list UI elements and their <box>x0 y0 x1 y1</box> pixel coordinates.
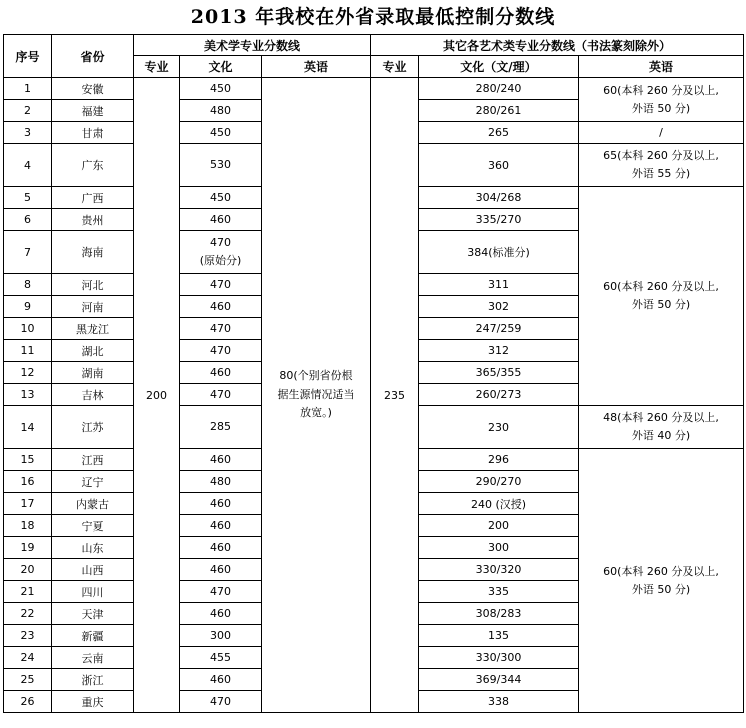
row-province: 重庆 <box>52 691 134 713</box>
row-index: 1 <box>4 78 52 100</box>
row-index: 17 <box>4 493 52 515</box>
row-oa-culture: 304/268 <box>419 187 579 209</box>
fa-english-text: 80(个别省份根据生源情况适当放宽。) <box>277 368 355 420</box>
row-oa-culture: 360 <box>419 144 579 187</box>
fa-english-shared <box>262 78 371 713</box>
header-province: 省份 <box>52 35 134 78</box>
row-province: 江西 <box>52 449 134 471</box>
row-fa-culture: 460 <box>180 669 262 691</box>
row-index: 15 <box>4 449 52 471</box>
row-province: 新疆 <box>52 625 134 647</box>
row-province: 黑龙江 <box>52 318 134 340</box>
row-oa-culture: 240 (汉授) <box>419 493 579 515</box>
row-fa-culture: 530 <box>180 144 262 187</box>
row-oa-culture: 330/320 <box>419 559 579 581</box>
header-fa-culture: 文化 <box>180 56 262 78</box>
row-index: 3 <box>4 122 52 144</box>
row-index: 18 <box>4 515 52 537</box>
row-province: 吉林 <box>52 384 134 406</box>
row-index: 14 <box>4 406 52 449</box>
row-fa-culture: 470 <box>180 340 262 362</box>
oa-english-group: 60(本科 260 分及以上, 外语 50 分) <box>579 449 744 713</box>
row-index: 6 <box>4 209 52 231</box>
header-index: 序号 <box>4 35 52 78</box>
row-oa-culture: 230 <box>419 406 579 449</box>
row-index: 24 <box>4 647 52 669</box>
row-index: 16 <box>4 471 52 493</box>
row-index: 22 <box>4 603 52 625</box>
row-oa-culture: 312 <box>419 340 579 362</box>
row-oa-culture: 335 <box>419 581 579 603</box>
row-province: 辽宁 <box>52 471 134 493</box>
row-oa-culture: 290/270 <box>419 471 579 493</box>
row-oa-culture: 247/259 <box>419 318 579 340</box>
row-index: 26 <box>4 691 52 713</box>
row-fa-culture: 470 (原始分) <box>180 231 262 274</box>
row-province: 广西 <box>52 187 134 209</box>
row-oa-culture: 265 <box>419 122 579 144</box>
row-fa-culture: 470 <box>180 384 262 406</box>
row-province: 海南 <box>52 231 134 274</box>
row-province: 湖南 <box>52 362 134 384</box>
row-oa-culture: 300 <box>419 537 579 559</box>
row-index: 23 <box>4 625 52 647</box>
row-oa-culture: 330/300 <box>419 647 579 669</box>
row-oa-culture: 365/355 <box>419 362 579 384</box>
row-province: 湖北 <box>52 340 134 362</box>
oa-english-group: 65(本科 260 分及以上, 外语 55 分) <box>579 144 744 187</box>
row-oa-culture: 296 <box>419 449 579 471</box>
row-fa-culture: 450 <box>180 187 262 209</box>
row-index: 11 <box>4 340 52 362</box>
row-province: 甘肃 <box>52 122 134 144</box>
row-oa-culture: 369/344 <box>419 669 579 691</box>
row-fa-culture: 300 <box>180 625 262 647</box>
row-province: 福建 <box>52 100 134 122</box>
row-oa-culture: 302 <box>419 296 579 318</box>
row-fa-culture: 460 <box>180 209 262 231</box>
row-province: 广东 <box>52 144 134 187</box>
row-fa-culture: 480 <box>180 100 262 122</box>
row-index: 2 <box>4 100 52 122</box>
row-index: 9 <box>4 296 52 318</box>
oa-english-group: 48(本科 260 分及以上, 外语 40 分) <box>579 406 744 449</box>
row-province: 四川 <box>52 581 134 603</box>
row-province: 山西 <box>52 559 134 581</box>
row-index: 19 <box>4 537 52 559</box>
row-index: 20 <box>4 559 52 581</box>
row-oa-culture: 338 <box>419 691 579 713</box>
row-province: 宁夏 <box>52 515 134 537</box>
row-oa-culture: 135 <box>419 625 579 647</box>
row-province: 安徽 <box>52 78 134 100</box>
header-oa-major: 专业 <box>371 56 419 78</box>
oa-english-group: / <box>579 122 744 144</box>
score-table-body <box>4 78 744 713</box>
row-index: 12 <box>4 362 52 384</box>
oa-major-shared: 235 <box>371 78 419 713</box>
row-fa-culture: 460 <box>180 493 262 515</box>
row-fa-culture: 460 <box>180 449 262 471</box>
row-index: 10 <box>4 318 52 340</box>
row-province: 云南 <box>52 647 134 669</box>
row-province: 河北 <box>52 274 134 296</box>
row-fa-culture: 470 <box>180 581 262 603</box>
row-province: 江苏 <box>52 406 134 449</box>
row-fa-culture: 480 <box>180 471 262 493</box>
row-fa-culture: 460 <box>180 362 262 384</box>
row-fa-culture: 285 <box>180 406 262 449</box>
row-province: 河南 <box>52 296 134 318</box>
row-province: 山东 <box>52 537 134 559</box>
row-oa-culture: 335/270 <box>419 209 579 231</box>
row-oa-culture: 384(标准分) <box>419 231 579 274</box>
row-fa-culture: 470 <box>180 691 262 713</box>
score-table <box>3 34 744 713</box>
oa-english-group: 60(本科 260 分及以上, 外语 50 分) <box>579 78 744 122</box>
row-fa-culture: 450 <box>180 122 262 144</box>
row-fa-culture: 455 <box>180 647 262 669</box>
row-fa-culture: 460 <box>180 537 262 559</box>
row-province: 内蒙古 <box>52 493 134 515</box>
row-index: 4 <box>4 144 52 187</box>
row-fa-culture: 460 <box>180 559 262 581</box>
header-fa-english: 英语 <box>262 56 371 78</box>
row-index: 25 <box>4 669 52 691</box>
row-province: 天津 <box>52 603 134 625</box>
header-fa-major: 专业 <box>134 56 180 78</box>
row-oa-culture: 311 <box>419 274 579 296</box>
row-index: 13 <box>4 384 52 406</box>
row-oa-culture: 280/240 <box>419 78 579 100</box>
row-oa-culture: 260/273 <box>419 384 579 406</box>
header-oa-english: 英语 <box>579 56 744 78</box>
fa-major-shared: 200 <box>134 78 180 713</box>
header-other-arts-group: 其它各艺术类专业分数线（书法篆刻除外） <box>371 35 744 56</box>
row-fa-culture: 470 <box>180 318 262 340</box>
row-fa-culture: 450 <box>180 78 262 100</box>
row-index: 7 <box>4 231 52 274</box>
row-index: 8 <box>4 274 52 296</box>
row-index: 21 <box>4 581 52 603</box>
row-oa-culture: 308/283 <box>419 603 579 625</box>
row-fa-culture: 470 <box>180 274 262 296</box>
row-province: 贵州 <box>52 209 134 231</box>
header-fine-arts-group: 美术学专业分数线 <box>134 35 371 56</box>
table-row <box>4 78 744 100</box>
header-row-1 <box>4 35 744 56</box>
row-fa-culture: 460 <box>180 515 262 537</box>
row-province: 浙江 <box>52 669 134 691</box>
row-fa-culture: 460 <box>180 603 262 625</box>
oa-english-group: 60(本科 260 分及以上, 外语 50 分) <box>579 187 744 406</box>
row-fa-culture: 460 <box>180 296 262 318</box>
header-oa-culture: 文化（文/理） <box>419 56 579 78</box>
row-index: 5 <box>4 187 52 209</box>
page-title: 2013 年我校在外省录取最低控制分数线 <box>190 6 556 28</box>
row-oa-culture: 200 <box>419 515 579 537</box>
row-oa-culture: 280/261 <box>419 100 579 122</box>
